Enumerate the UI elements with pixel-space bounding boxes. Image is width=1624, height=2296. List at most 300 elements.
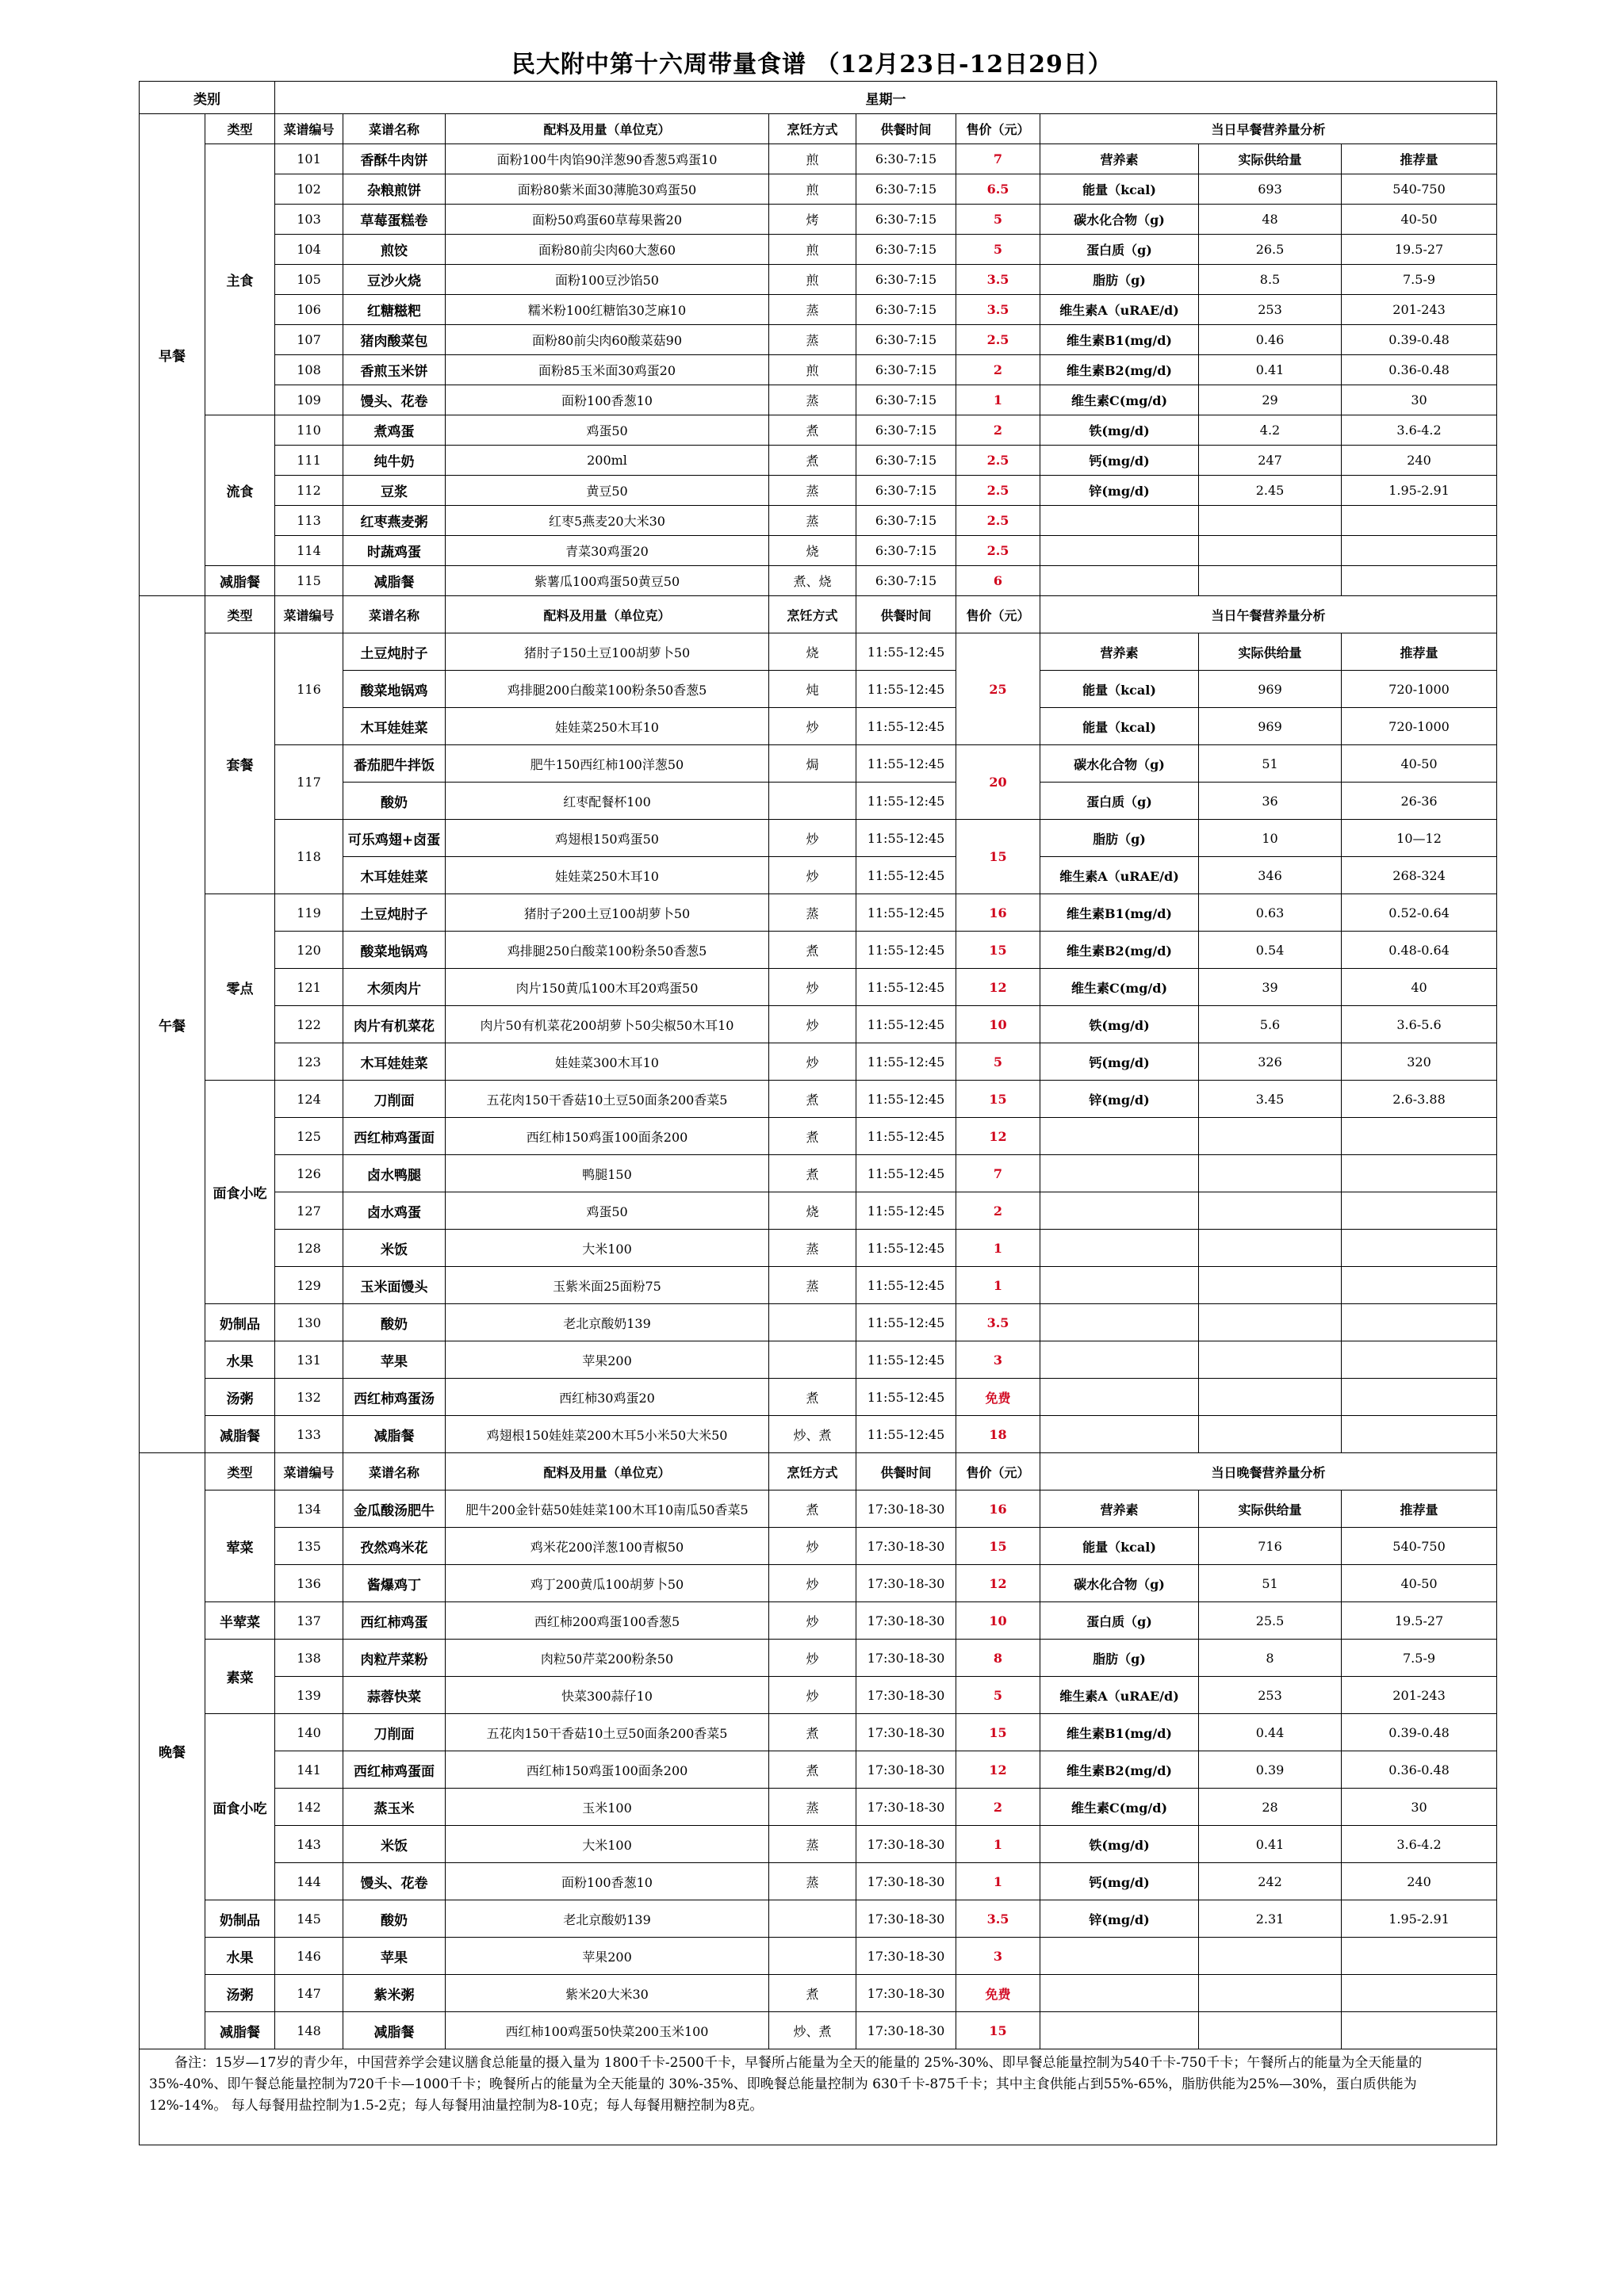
table-row [140,1416,1497,1453]
ingredients: 苹果200 [446,1341,769,1379]
dish-code: 143 [275,1826,343,1863]
column-header: 菜谱名称 [343,1453,446,1490]
serving-time: 11:55-12:45 [856,1341,956,1379]
price: 5 [956,205,1040,235]
category-0: 主食 [205,144,275,415]
table-row [140,566,1497,596]
table-row [140,1453,1497,1490]
ingredients: 苹果200 [446,1938,769,1975]
column-header: 供餐时间 [856,596,956,633]
dish-code: 123 [275,1043,343,1081]
empty-cell [1199,1192,1342,1230]
ingredients: 西红柿30鸡蛋20 [446,1379,769,1416]
price: 2 [956,415,1040,446]
nutrient-name: 铁(mg/d) [1040,1826,1199,1863]
nutrient-name: 维生素B1(mg/d) [1040,894,1199,932]
dish-code: 101 [275,144,343,174]
nutrient-actual: 326 [1199,1043,1342,1081]
ingredients: 黄豆50 [446,476,769,506]
nutrient-actual: 0.44 [1199,1714,1342,1751]
table-row [140,235,1497,265]
empty-cell [1040,566,1199,596]
price: 2.5 [956,476,1040,506]
nutrient-actual: 253 [1199,1677,1342,1714]
dish-code: 103 [275,205,343,235]
meal-label-2: 晚餐 [140,1453,205,2049]
serving-time: 6:30-7:15 [856,205,956,235]
dish-name: 酸奶 [343,1304,446,1341]
price: 5 [956,1677,1040,1714]
ingredients: 肥牛200金针菇50娃娃菜100木耳10南瓜50香菜5 [446,1490,769,1528]
column-header: 菜谱名称 [343,596,446,633]
nutrient-actual: 4.2 [1199,415,1342,446]
price: 20 [956,745,1040,820]
serving-time: 17:30-18-30 [856,1826,956,1863]
empty-cell [1199,1379,1342,1416]
footnote [140,2049,1497,2145]
cooking-method: 煮 [769,932,856,969]
serving-time: 17:30-18-30 [856,1640,956,1677]
category-6: 减脂餐 [205,1416,275,1453]
dish-name: 金瓜酸汤肥牛 [343,1490,446,1528]
cooking-method: 蒸 [769,325,856,355]
nutrient-actual: 51 [1199,745,1342,783]
dish-name: 酸奶 [343,1900,446,1938]
table-row [140,1677,1497,1714]
dish-name: 苹果 [343,1341,446,1379]
nutrient-recommended: 0.36-0.48 [1342,355,1497,385]
nutrient-name: 蛋白质（g) [1040,783,1199,820]
nutrient-header: 营养素 [1040,1490,1199,1528]
empty-cell [1199,1230,1342,1267]
table-row [140,1789,1497,1826]
serving-time: 6:30-7:15 [856,325,956,355]
cooking-method: 煮、烧 [769,566,856,596]
ingredients: 糯米粉100红糖馅30芝麻10 [446,295,769,325]
nutrient-recommended: 3.6-4.2 [1342,415,1497,446]
serving-time: 6:30-7:15 [856,174,956,205]
price: 2.5 [956,446,1040,476]
serving-time: 17:30-18-30 [856,1602,956,1640]
column-header: 菜谱编号 [275,114,343,144]
dish-name: 米饭 [343,1826,446,1863]
nutrient-actual: 0.41 [1199,355,1342,385]
dish-name: 酸菜地锅鸡 [343,932,446,969]
price: 2.5 [956,325,1040,355]
dish-code: 147 [275,1975,343,2012]
dish-code: 115 [275,566,343,596]
column-header: 烹饪方式 [769,596,856,633]
serving-time: 11:55-12:45 [856,1416,956,1453]
nutrient-name: 蛋白质（g) [1040,235,1199,265]
price: 6.5 [956,174,1040,205]
nutrient-name: 脂肪（g) [1040,820,1199,857]
nutrient-name: 碳水化合物（g) [1040,745,1199,783]
cooking-method: 煮 [769,415,856,446]
ingredients: 娃娃菜300木耳10 [446,1043,769,1081]
nutrient-recommended: 0.36-0.48 [1342,1751,1497,1789]
dish-name: 煮鸡蛋 [343,415,446,446]
table-row [140,2049,1497,2145]
nutrient-name: 钙(mg/d) [1040,446,1199,476]
nutrient-header: 实际供给量 [1199,1490,1342,1528]
dish-name: 西红柿鸡蛋汤 [343,1379,446,1416]
price: 3.5 [956,295,1040,325]
column-header: 类型 [205,596,275,633]
price: 2.5 [956,536,1040,566]
ingredients: 大米100 [446,1826,769,1863]
table-row [140,1490,1497,1528]
dish-code: 133 [275,1416,343,1453]
ingredients: 鸡蛋50 [446,1192,769,1230]
nutrient-recommended: 30 [1342,1789,1497,1826]
empty-cell [1342,506,1497,536]
nutrient-recommended: 40-50 [1342,745,1497,783]
table-row [140,415,1497,446]
price: 10 [956,1006,1040,1043]
ingredients: 肉粒50芹菜200粉条50 [446,1640,769,1677]
empty-cell [1199,1267,1342,1304]
dish-name: 木须肉片 [343,969,446,1006]
ingredients: 面粉80前尖肉60大葱60 [446,235,769,265]
empty-cell [1199,506,1342,536]
price: 1 [956,1230,1040,1267]
nutrient-actual: 48 [1199,205,1342,235]
ingredients: 西红柿200鸡蛋100香葱5 [446,1602,769,1640]
dish-code: 117 [275,745,343,820]
dish-name: 豆沙火烧 [343,265,446,295]
table-row [140,1006,1497,1043]
ingredients: 鸡米花200洋葱100青椒50 [446,1528,769,1565]
nutrient-name: 锌(mg/d) [1040,476,1199,506]
ingredients: 紫米20大米30 [446,1975,769,2012]
dish-name: 馒头、花卷 [343,1863,446,1900]
nutrient-actual: 10 [1199,820,1342,857]
dish-name: 酸菜地锅鸡 [343,671,446,708]
nutrient-actual: 346 [1199,857,1342,894]
table-row [140,745,1497,783]
dish-code: 110 [275,415,343,446]
serving-time: 6:30-7:15 [856,235,956,265]
dish-name: 酸奶 [343,783,446,820]
nutrient-name: 维生素C(mg/d) [1040,969,1199,1006]
dish-name: 减脂餐 [343,566,446,596]
nutrient-header: 推荐量 [1342,1490,1497,1528]
category-header: 类别 [140,82,275,114]
dish-name: 木耳娃娃菜 [343,708,446,745]
empty-cell [1199,1341,1342,1379]
price: 15 [956,1081,1040,1118]
dish-name: 减脂餐 [343,1416,446,1453]
dish-name: 木耳娃娃菜 [343,1043,446,1081]
nutrient-actual: 26.5 [1199,235,1342,265]
serving-time: 6:30-7:15 [856,355,956,385]
meal-label-1: 午餐 [140,596,205,1453]
cooking-method: 蒸 [769,295,856,325]
ingredients: 鸡排腿250白酸菜100粉条50香葱5 [446,932,769,969]
meal-label-0: 早餐 [140,114,205,596]
ingredients: 五花肉150干香菇10土豆50面条200香菜5 [446,1714,769,1751]
serving-time: 11:55-12:45 [856,1304,956,1341]
nutrient-actual: 716 [1199,1528,1342,1565]
dish-code: 106 [275,295,343,325]
serving-time: 11:55-12:45 [856,1267,956,1304]
category-7: 减脂餐 [205,2012,275,2049]
ingredients: 鸡翅根150鸡蛋50 [446,820,769,857]
price: 1 [956,1863,1040,1900]
ingredients: 鸡丁200黄瓜100胡萝卜50 [446,1565,769,1602]
price: 2 [956,1789,1040,1826]
serving-time: 11:55-12:45 [856,894,956,932]
ingredients: 面粉80前尖肉60酸菜菇90 [446,325,769,355]
nutrient-recommended: 10—12 [1342,820,1497,857]
cooking-method: 煮 [769,1975,856,2012]
dish-code: 114 [275,536,343,566]
category-2: 面食小吃 [205,1081,275,1304]
nutrient-name: 铁(mg/d) [1040,1006,1199,1043]
cooking-method: 煮 [769,1081,856,1118]
dish-code: 104 [275,235,343,265]
table-row [140,1714,1497,1751]
cooking-method: 炒 [769,708,856,745]
ingredients: 西红柿100鸡蛋50快菜200玉米100 [446,2012,769,2049]
analysis-title: 当日午餐营养量分析 [1040,596,1497,633]
dish-code: 108 [275,355,343,385]
category-2: 减脂餐 [205,566,275,596]
dish-name: 杂粮煎饼 [343,174,446,205]
serving-time: 17:30-18-30 [856,1751,956,1789]
cooking-method: 蒸 [769,1826,856,1863]
serving-time: 17:30-18-30 [856,1975,956,2012]
cooking-method: 炒 [769,1602,856,1640]
cooking-method: 煎 [769,174,856,205]
ingredients: 鸡翅根150娃娃菜200木耳5小米50大米50 [446,1416,769,1453]
serving-time: 11:55-12:45 [856,633,956,671]
empty-cell [1342,1230,1497,1267]
cooking-method: 炒 [769,1640,856,1677]
table-row [140,355,1497,385]
dish-code: 120 [275,932,343,969]
ingredients: 猪肘子150土豆100胡萝卜50 [446,633,769,671]
table-row [140,1565,1497,1602]
table-row [140,1938,1497,1975]
dish-code: 129 [275,1267,343,1304]
price: 16 [956,894,1040,932]
serving-time: 6:30-7:15 [856,144,956,174]
nutrient-actual: 0.41 [1199,1826,1342,1863]
serving-time: 11:55-12:45 [856,671,956,708]
dish-name: 蒜蓉快菜 [343,1677,446,1714]
cooking-method: 炒 [769,969,856,1006]
nutrient-actual: 0.46 [1199,325,1342,355]
price: 5 [956,1043,1040,1081]
cooking-method: 蒸 [769,1267,856,1304]
dish-code: 112 [275,476,343,506]
nutrient-recommended: 40-50 [1342,1565,1497,1602]
cooking-method: 炒 [769,820,856,857]
nutrient-recommended: 0.39-0.48 [1342,325,1497,355]
nutrient-name: 铁(mg/d) [1040,415,1199,446]
nutrient-recommended: 540-750 [1342,174,1497,205]
cooking-method: 蒸 [769,385,856,415]
table-row [140,820,1497,857]
table-row [140,1751,1497,1789]
table-row [140,1640,1497,1677]
column-header: 供餐时间 [856,1453,956,1490]
dish-code: 135 [275,1528,343,1565]
column-header: 配料及用量（单位克） [446,114,769,144]
ingredients: 鸡蛋50 [446,415,769,446]
empty-cell [1199,1975,1342,2012]
dish-code: 139 [275,1677,343,1714]
empty-cell [1199,1155,1342,1192]
nutrient-name: 能量（kcal) [1040,1528,1199,1565]
empty-cell [1199,1304,1342,1341]
price: 7 [956,1155,1040,1192]
ingredients: 面粉100香葱10 [446,385,769,415]
serving-time: 11:55-12:45 [856,857,956,894]
price: 2.5 [956,506,1040,536]
ingredients: 面粉85玉米面30鸡蛋20 [446,355,769,385]
dish-code: 126 [275,1155,343,1192]
serving-time: 17:30-18-30 [856,1714,956,1751]
serving-time: 17:30-18-30 [856,1490,956,1528]
price: 15 [956,1714,1040,1751]
empty-cell [1040,1118,1199,1155]
column-header: 烹饪方式 [769,1453,856,1490]
table-row [140,1155,1497,1192]
empty-cell [1342,1118,1497,1155]
table-row [140,1304,1497,1341]
cooking-method: 炒、煮 [769,2012,856,2049]
dish-name: 肉粒芹菜粉 [343,1640,446,1677]
cooking-method: 煎 [769,355,856,385]
table-row [140,596,1497,633]
empty-cell [1199,536,1342,566]
ingredients: 面粉100牛肉馅90洋葱90香葱5鸡蛋10 [446,144,769,174]
nutrient-name: 碳水化合物（g) [1040,205,1199,235]
table-row [140,1528,1497,1565]
nutrient-recommended: 0.52-0.64 [1342,894,1497,932]
nutrient-recommended: 3.6-4.2 [1342,1826,1497,1863]
empty-cell [1040,1304,1199,1341]
column-header: 配料及用量（单位克） [446,1453,769,1490]
cooking-method: 炒 [769,857,856,894]
dish-code: 121 [275,969,343,1006]
cooking-method: 煮 [769,1714,856,1751]
serving-time: 11:55-12:45 [856,708,956,745]
nutrient-actual: 29 [1199,385,1342,415]
nutrient-name: 维生素A（uRAE/d) [1040,295,1199,325]
empty-cell [1040,1938,1199,1975]
nutrient-actual: 693 [1199,174,1342,205]
dish-name: 番茄肥牛拌饭 [343,745,446,783]
table-row [140,969,1497,1006]
nutrient-name: 维生素B1(mg/d) [1040,1714,1199,1751]
empty-cell [1199,2012,1342,2049]
serving-time: 6:30-7:15 [856,265,956,295]
nutrient-recommended: 2.6-3.88 [1342,1081,1497,1118]
empty-cell [1199,566,1342,596]
serving-time: 17:30-18-30 [856,2012,956,2049]
empty-cell [1342,2012,1497,2049]
table-row [140,325,1497,355]
dish-name: 猪肉酸菜包 [343,325,446,355]
column-header: 类型 [205,114,275,144]
dish-name: 孜然鸡米花 [343,1528,446,1565]
serving-time: 11:55-12:45 [856,820,956,857]
empty-cell [1199,1416,1342,1453]
ingredients: 五花肉150干香菇10土豆50面条200香菜5 [446,1081,769,1118]
dish-name: 土豆炖肘子 [343,894,446,932]
nutrient-actual: 0.63 [1199,894,1342,932]
empty-cell [1040,1379,1199,1416]
dish-name: 香酥牛肉饼 [343,144,446,174]
nutrient-actual: 25.5 [1199,1602,1342,1640]
serving-time: 11:55-12:45 [856,1155,956,1192]
empty-cell [1342,536,1497,566]
nutrient-actual: 8 [1199,1640,1342,1677]
cooking-method: 煮 [769,1490,856,1528]
page-title: 民大附中第十六周带量食谱 （12月23日-12日29日） [511,51,1113,78]
ingredients: 面粉50鸡蛋60草莓果酱20 [446,205,769,235]
empty-cell [1040,1267,1199,1304]
nutrient-name: 脂肪（g) [1040,1640,1199,1677]
table-row [140,1267,1497,1304]
cooking-method: 烧 [769,633,856,671]
cooking-method: 煎 [769,144,856,174]
table-row [140,506,1497,536]
price: 10 [956,1602,1040,1640]
column-header: 售价（元） [956,1453,1040,1490]
category-4: 水果 [205,1341,275,1379]
price: 2 [956,1192,1040,1230]
empty-cell [1040,1230,1199,1267]
nutrient-name: 钙(mg/d) [1040,1863,1199,1900]
nutrient-recommended: 19.5-27 [1342,235,1497,265]
dish-code: 124 [275,1081,343,1118]
dish-name: 豆浆 [343,476,446,506]
price: 2 [956,355,1040,385]
ingredients: 红枣配餐杯100 [446,783,769,820]
nutrient-name: 维生素A（uRAE/d) [1040,857,1199,894]
table-row [140,783,1497,820]
footnote-text: 备注：15岁—17岁的青少年，中国营养学会建议膳食总能量的摄入量为 1800千卡-2500千卡，早餐所占能量为全天的能量的 25%-30%、即早餐总能量控制为540千卡-750千卡；午餐所占的能量为全天能量的35%-40%、即午餐总能量控制为720千卡—1000千卡；晚餐所占的能量为全天能量的 30%-35%、即晚餐总能量控制为 630千卡-875千卡；其中主食供能占到55%-65%，脂肪供能为25%—30%，蛋白质供能为12%-14%。 每人每餐用盐控制为1.5-2克；每人每餐用油量控制为8-10克；每人每餐用糖控制为8克。 [149,2055,1423,2114]
nutrient-recommended: 268-324 [1342,857,1497,894]
empty-cell [1040,1192,1199,1230]
dish-code: 113 [275,506,343,536]
ingredients: 娃娃菜250木耳10 [446,857,769,894]
table-row [140,536,1497,566]
nutrient-name: 能量（kcal) [1040,708,1199,745]
column-header: 烹饪方式 [769,114,856,144]
empty-cell [1342,1304,1497,1341]
table-row [140,708,1497,745]
dish-name: 刀削面 [343,1714,446,1751]
dish-name: 西红柿鸡蛋面 [343,1751,446,1789]
table-row [140,476,1497,506]
empty-cell [1040,1341,1199,1379]
table-row [140,1192,1497,1230]
nutrient-name: 能量（kcal) [1040,671,1199,708]
nutrient-name: 维生素C(mg/d) [1040,1789,1199,1826]
dish-code: 132 [275,1379,343,1416]
ingredients: 紫薯瓜100鸡蛋50黄豆50 [446,566,769,596]
dish-code: 134 [275,1490,343,1528]
nutrient-recommended: 26-36 [1342,783,1497,820]
nutrient-actual: 247 [1199,446,1342,476]
dish-code: 140 [275,1714,343,1751]
